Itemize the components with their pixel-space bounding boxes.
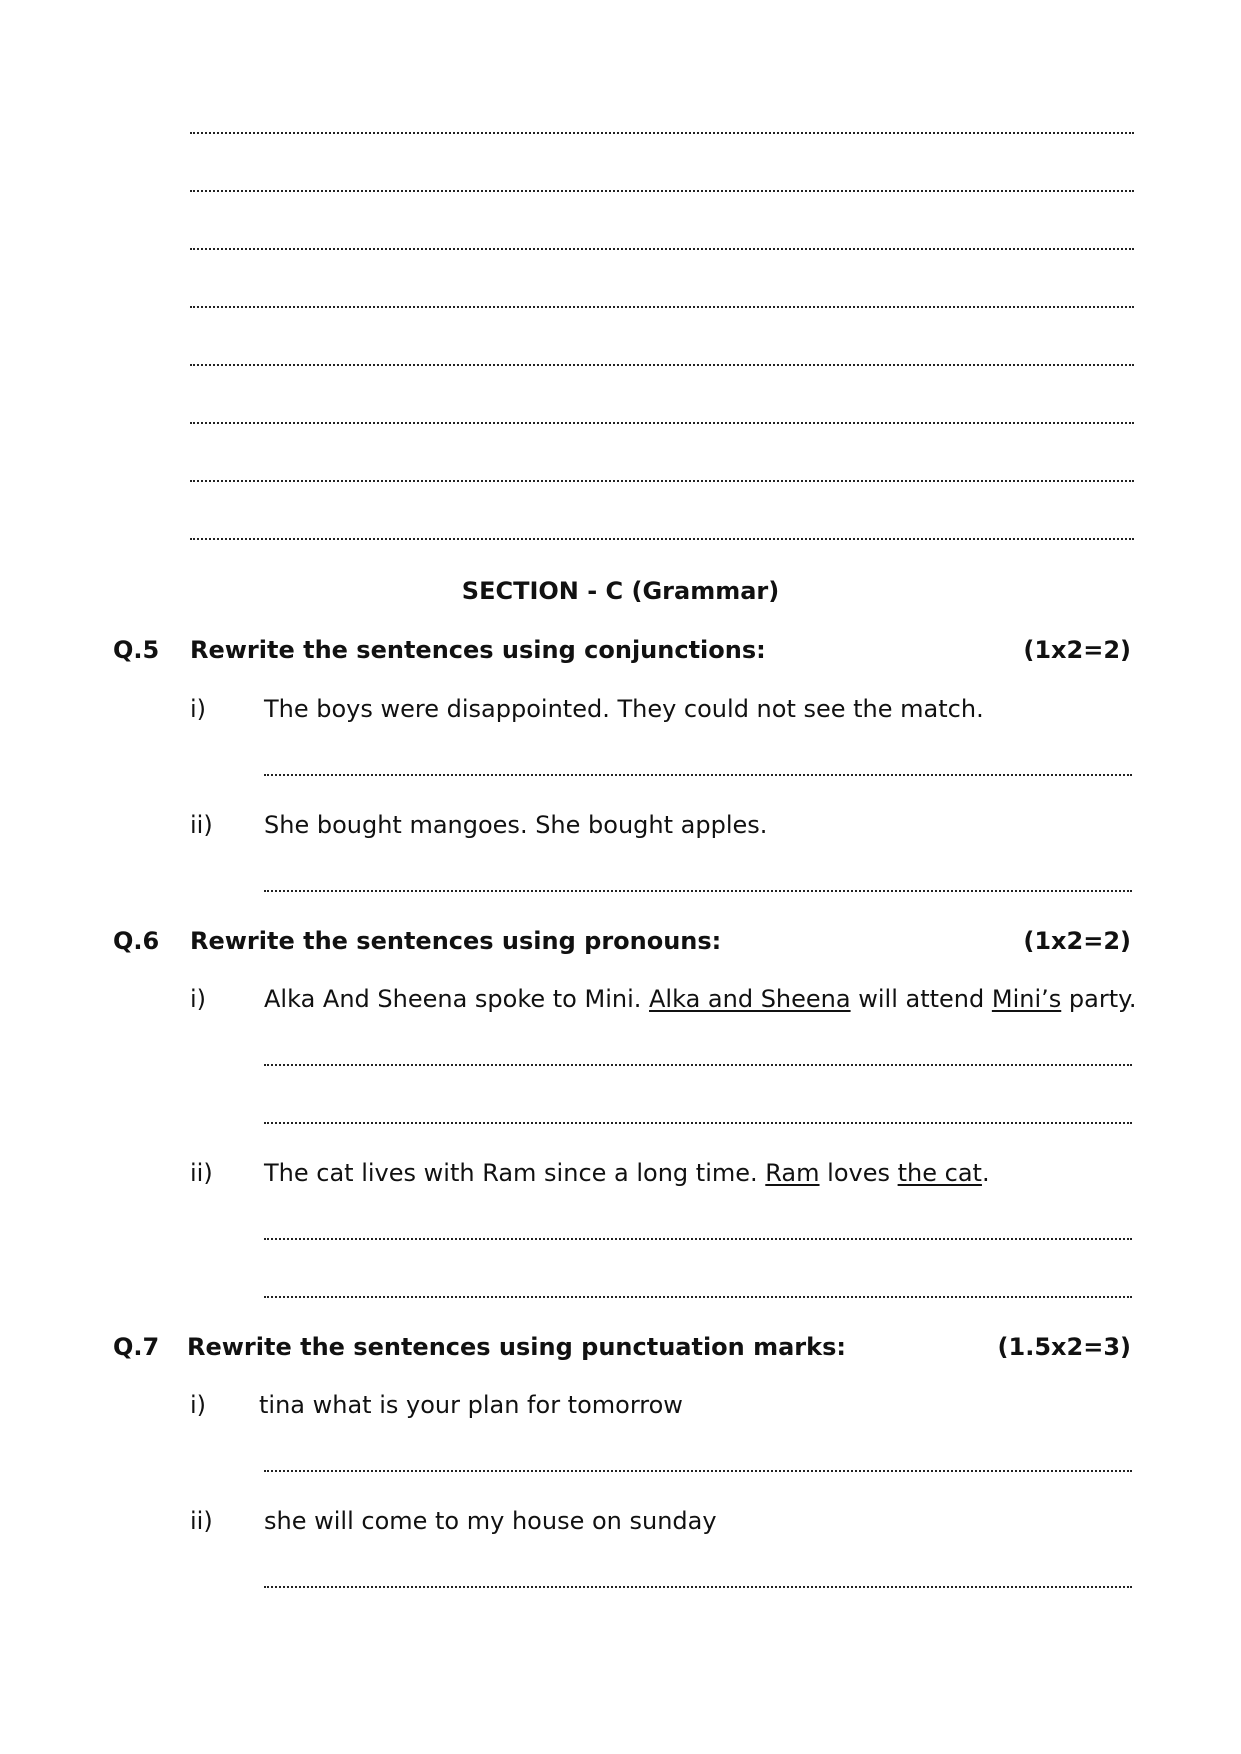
item-sentence: She bought mangoes. She bought apples. (264, 811, 768, 839)
item-sentence: tina what is your plan for tomorrow (259, 1391, 683, 1419)
item-sentence (264, 1159, 990, 1187)
item-label: i) (190, 985, 207, 1013)
answer-line[interactable] (190, 176, 1134, 192)
question-marks: (1x2=2) (1023, 927, 1131, 955)
item-sentence: she will come to my house on sunday (264, 1507, 717, 1535)
answer-line[interactable] (190, 524, 1134, 540)
question-number: Q.7 (113, 1333, 160, 1361)
answer-line[interactable] (190, 466, 1134, 482)
item-sentence (264, 985, 1137, 1013)
item-label: ii) (190, 1507, 213, 1535)
answer-line[interactable] (264, 1456, 1132, 1472)
question-marks: (1x2=2) (1023, 636, 1131, 664)
answer-line[interactable] (190, 408, 1134, 424)
answer-line[interactable] (264, 1050, 1132, 1066)
answer-line[interactable] (190, 350, 1134, 366)
sentence-text: Alka And Sheena spoke to Mini. (264, 985, 650, 1013)
item-label: ii) (190, 1159, 213, 1187)
question-marks: (1.5x2=3) (997, 1333, 1131, 1361)
answer-line[interactable] (264, 760, 1132, 776)
question-instruction: Rewrite the sentences using pronouns: (190, 927, 722, 955)
sentence-text: party. (1061, 985, 1137, 1013)
answer-line[interactable] (190, 234, 1134, 250)
underlined-noun: the cat (897, 1159, 982, 1187)
sentence-text: loves (819, 1159, 898, 1187)
answer-line[interactable] (190, 118, 1134, 134)
question-instruction: Rewrite the sentences using punctuation marks: (187, 1333, 846, 1361)
answer-line[interactable] (264, 1108, 1132, 1124)
question-instruction: Rewrite the sentences using conjunctions: (190, 636, 766, 664)
underlined-noun: Alka and Sheena (649, 985, 851, 1013)
item-label: i) (190, 1391, 207, 1419)
item-sentence: The boys were disappointed. They could not see the match. (264, 695, 984, 723)
question-number: Q.5 (113, 636, 160, 664)
sentence-text: . (981, 1159, 990, 1187)
answer-line[interactable] (190, 292, 1134, 308)
item-label: ii) (190, 811, 213, 839)
answer-line[interactable] (264, 1572, 1132, 1588)
underlined-noun: Mini’s (991, 985, 1062, 1013)
question-number: Q.6 (113, 927, 160, 955)
answer-line[interactable] (264, 876, 1132, 892)
answer-line[interactable] (264, 1282, 1132, 1298)
underlined-noun: Ram (765, 1159, 820, 1187)
section-title: SECTION - C (Grammar) (461, 577, 780, 605)
item-label: i) (190, 695, 207, 723)
sentence-text: will attend (850, 985, 992, 1013)
sentence-text: The cat lives with Ram since a long time. (264, 1159, 766, 1187)
answer-line[interactable] (264, 1224, 1132, 1240)
